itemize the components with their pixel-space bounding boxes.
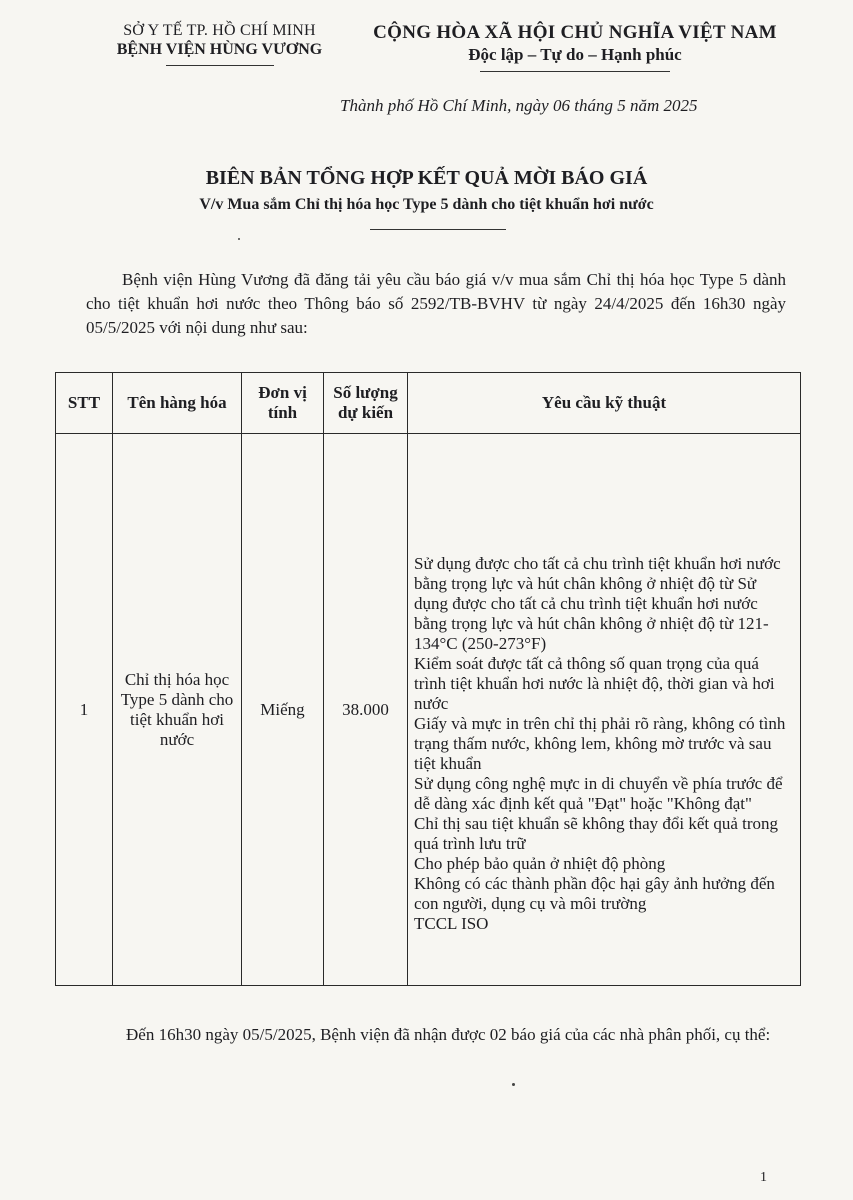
hospital-name: BỆNH VIỆN HÙNG VƯƠNG [116,41,323,58]
cell-spec [408,434,801,986]
spec-line: Sử dụng công nghệ mực in di chuyển về phía trước để dễ dàng xác định kết quả "Đạt" hoặc "Không đạt" [414,774,783,813]
document-title: BIÊN BẢN TỔNG HỢP KẾT QUẢ MỜI BÁO GIÁ [205,167,648,189]
issuer-block [92,22,347,66]
intro-paragraph: Bệnh viện Hùng Vương đã đăng tải yêu cầu báo giá v/v mua sắm Chỉ thị hóa học Type 5 dành cho tiệt khuẩn hơi nước theo Thông báo số 2592/TB-BVHV từ ngày 24/4/2025 đến 16h30 ngày 05/5/2025 với nội dung như sau: [86,270,786,337]
table-row [56,434,801,986]
spec-line: Không có các thành phần độc hại gây ảnh hưởng đến con người, dụng cụ và môi trường [414,874,775,913]
header-qty: Số lượng dự kiến [324,373,408,434]
cell-stt: 1 [56,434,113,986]
document-subtitle: V/v Mua sắm Chỉ thị hóa học Type 5 dành cho tiệt khuẩn hơi nước [199,196,654,213]
spec-line: Giấy và mực in trên chỉ thị phải rõ ràng, không có tình trạng thấm nước, không lem, không mờ trước và sau tiệt khuẩn [414,714,786,773]
national-header [355,22,795,72]
header-stt: STT [56,373,113,434]
title-underline [370,229,506,230]
republic-name: CỘNG HÒA XÃ HỘI CHỦ NGHĨA VIỆT NAM [373,22,777,43]
header-name: Tên hàng hóa [113,373,242,434]
header-spec: Yêu cầu kỹ thuật [408,373,801,434]
paper-speck [238,238,240,240]
page-number: 1 [760,1170,767,1185]
date-line: Thành phố Hồ Chí Minh, ngày 06 tháng 5 năm 2025 [340,96,698,115]
spec-line: Kiểm soát được tất cả thông số quan trọng của quá trình tiệt khuẩn hơi nước là nhiệt độ, thời gian và hơi nước [414,654,775,713]
requirements-table [55,372,801,986]
issuer-underline [166,65,274,66]
paper-speck [512,1083,515,1086]
cell-unit: Miếng [242,434,324,986]
motto-underline [480,71,670,72]
table-header-row [56,373,801,434]
header-unit: Đơn vị tính [242,373,324,434]
cell-qty: 38.000 [324,434,408,986]
cell-name: Chỉ thị hóa học Type 5 dành cho tiệt khuẩn hơi nước [113,434,242,986]
spec-line: Sử dụng được cho tất cả chu trình tiệt khuẩn hơi nước bằng trọng lực và hút chân không ở nhiệt độ từ Sử dụng được cho tất cả chu trình tiệt khuẩn hơi nước bằng trọng lực và hút chân không ở nhiệt độ từ 121-134°C (250-273°F) [414,554,781,653]
department-name: SỞ Y TẾ TP. HỒ CHÍ MINH [123,22,316,39]
spec-line: TCCL ISO [414,914,489,933]
outro-paragraph: Đến 16h30 ngày 05/5/2025, Bệnh viện đã nhận được 02 báo giá của các nhà phân phối, cụ thể: [126,1025,771,1044]
spec-line: Chỉ thị sau tiệt khuẩn sẽ không thay đổi kết quả trong quá trình lưu trữ [414,814,779,853]
national-motto: Độc lập – Tự do – Hạnh phúc [468,45,682,64]
spec-line: Cho phép bảo quản ở nhiệt độ phòng [414,854,666,873]
